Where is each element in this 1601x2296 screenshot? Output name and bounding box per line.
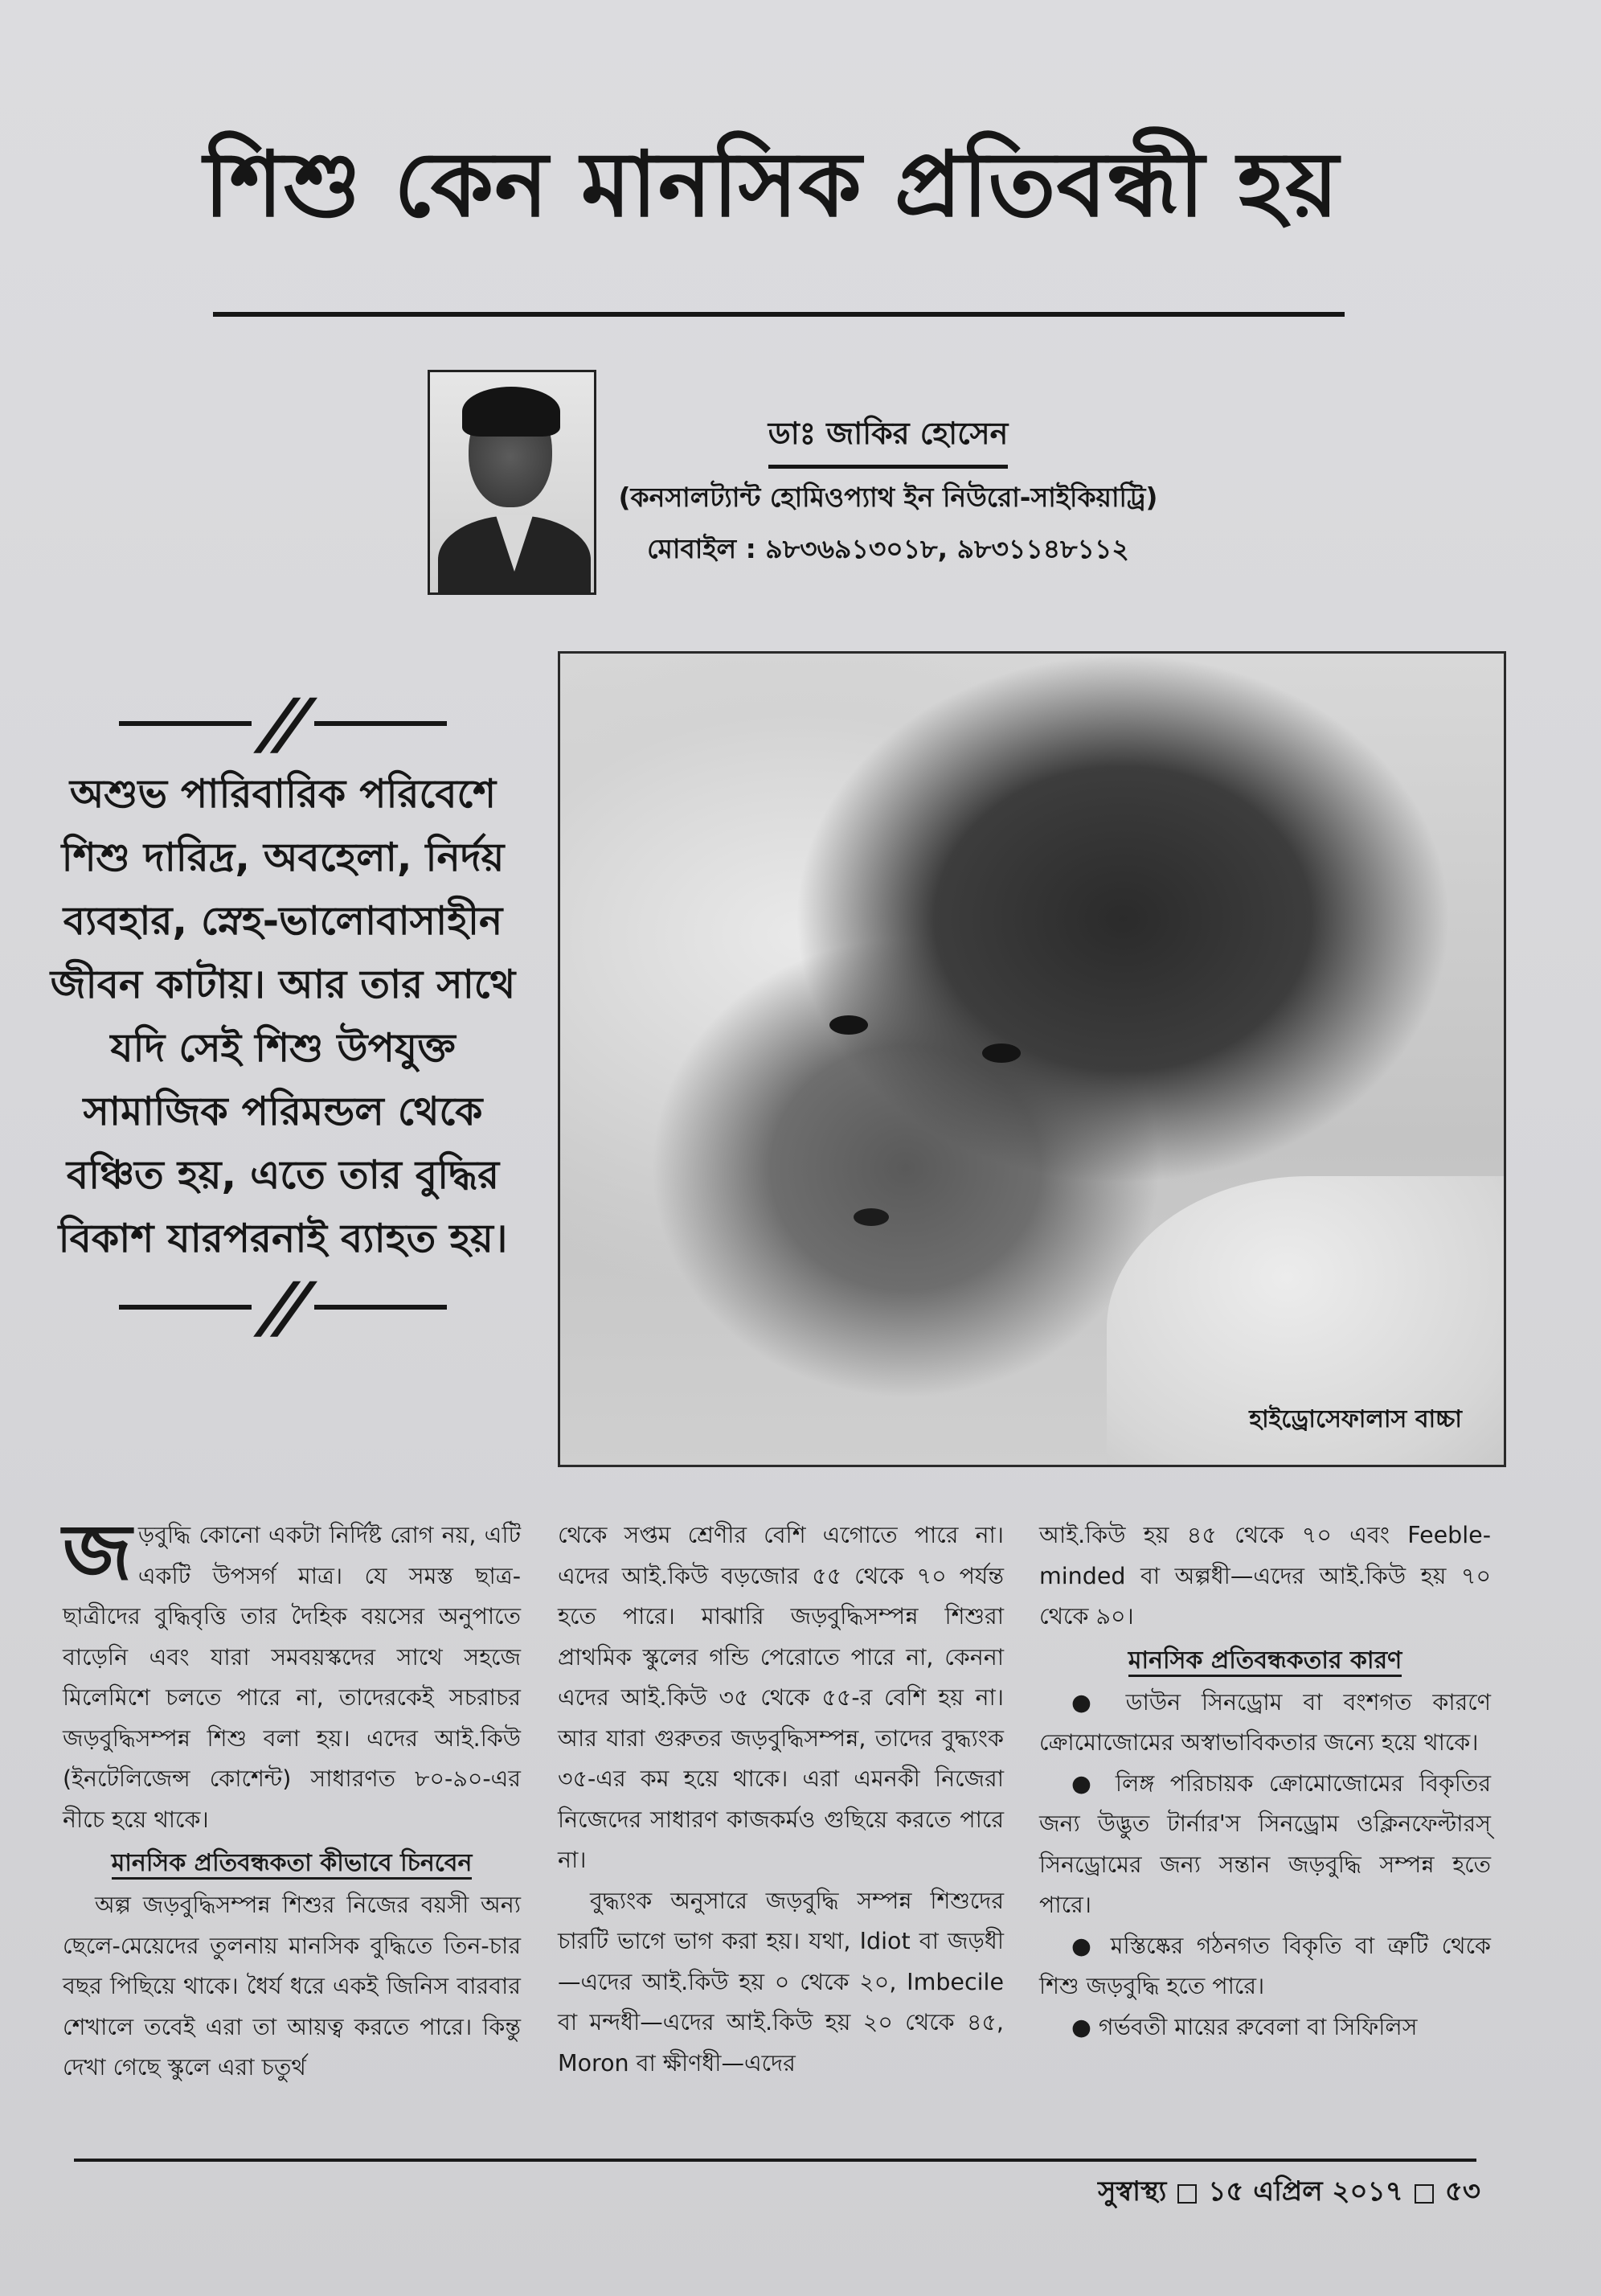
body-paragraph-1 [63,1507,521,1840]
body-paragraph-2-part-1: অল্প জড়বুদ্ধিসম্পন্ন শিশুর নিজের বয়সী অন্য ছেলে-মেয়েদের তুলনায় মানসিক বুদ্ধিতে তিন-চার বছর পিছিয়ে থাকে। ধৈর্য ধরে একই জিনিস বারবার শেখালে তবেই এরা তা আয়ত্ব করতে পারে। কিন্তু দেখা গেছে স্কুলে এরা চতুর্থ [63,1892,521,2081]
divider-line [119,721,252,726]
page-number: ৫৩ [1444,2175,1480,2208]
square-separator-icon [1415,2184,1434,2204]
subhead-causes-text: মানসিক প্রতিবন্ধকতার কারণ [1128,1646,1402,1677]
headline-rule [213,312,1345,317]
quote-mark: // [257,684,309,763]
pull-quote-text: অশুভ পারিবারিক পরিবেশে শিশু দারিদ্র, অবহেলা, নির্দয় ব্যবহার, স্নেহ-ভালোবাসাহীন জীবন কাটায়। আর তার সাথে যদি সেই শিশু উপযুক্ত সামাজিক পরিমন্ডল থেকে বঞ্চিত হয়, এতে তার বুদ্ধির বিকাশ যারপরনাই ব্যাহত হয়। [50,771,516,1261]
pull-quote-top-divider [42,684,524,763]
cause-bullet: ● ডাউন সিনড্রোম বা বংশগত কারণে ক্রোমোজোমের অস্বাভাবিকতার জন্যে হয়ে থাকে। [1039,1688,1491,1756]
photo-mouth [854,1208,889,1226]
author-designation: (কনসালট্যান্ট হোমিওপ্যাথ ইন নিউরো-সাইকিয়াট্রি) [618,482,1158,513]
photo-eye-left [829,1015,868,1035]
body-column-2 [558,1515,1004,2084]
subhead-identify [63,1843,521,1884]
author-name: ডাঃ জাকির হোসেন [768,410,1009,469]
square-separator-icon [1177,2184,1197,2204]
footer-rule [74,2159,1476,2162]
issue-date: ১৫ এপ্রিল ২০১৭ [1208,2175,1403,2208]
subhead-identify-text: মানসিক প্রতিবন্ধকতা কীভাবে চিনবেন [112,1849,473,1880]
cause-bullet: ● মস্তিষ্কের গঠনগত বিকৃতি বা ত্রুটি থেকে শিশু জড়বুদ্ধি হতে পারে। [1039,1932,1491,1999]
divider-line [314,721,447,726]
byline [595,410,1181,573]
pull-quote-bottom-divider [42,1268,524,1347]
cause-bullet: ● লিঙ্গ পরিচায়ক ক্রোমোজোমের বিকৃতির জন্য উদ্ভুত টার্নার'স সিনড্রোম ওক্লিনফেল্টারস্ সিনড্রোমের জন্য সন্তান জড়বুদ্ধি সম্পন্ন হতে পারে। [1039,1769,1491,1918]
body-paragraph-1-text: ড়বুদ্ধি কোনো একটা নির্দিষ্ট রোগ নয়, এটি একটি উপসর্গ মাত্র। যে সমস্ত ছাত্র-ছাত্রীদের বুদ্ধিবৃত্তি তার দৈহিক বয়সের অনুপাতে বাড়েনি এবং যারা সমবয়স্কদের সাথে সহজে মিলেমিশে চলতে পারে না, তাদেরকেই সচরাচর জড়বুদ্ধিসম্পন্ন শিশু বলা হয়। এদের আই.কিউ (ইনটেলিজেন্স কোশেন্ট) সাধারণত ৮০-৯০-এর নীচে হয়ে থাকে। [63,1522,521,1833]
body-paragraph-2-part-2: থেকে সপ্তম শ্রেণীর বেশি এগোতে পারে না। এদের আই.কিউ বড়জোর ৫৫ থেকে ৭০ পর্যন্ত হতে পারে। মাঝারি জড়বুদ্ধিসম্পন্ন শিশুরা প্রাথমিক স্কুলের গন্ডি পেরোতে পারে না, কেননা এদের আই.কিউ ৩৫ থেকে ৫৫-র বেশি হয় না। আর যারা গুরুতর জড়বুদ্ধিসম্পন্ন, তাদের বুদ্ধ্যংক ৩৫-এর কম হয়ে থাকে। এরা এমনকী নিজেরা নিজেদের সাধারণ কাজকর্মও গুছিয়ে করতে পারে না। [558,1522,1004,1873]
body-column-1 [63,1507,521,2089]
author-phone: মোবাইল : ৯৮৩৬৯১৩০১৮, ৯৮৩১১৪৮১১২ [647,533,1129,564]
body-paragraph-3-part-1: বুদ্ধ্যংক অনুসারে জড়বুদ্ধি সম্পন্ন শিশুদের চারটি ভাগে ভাগ করা হয়। যথা, Idiot বা জড়ধী—এদের আই.কিউ হয় ০ থেকে ২০, Imbecile বা মন্দধী—এদের আই.কিউ হয় ২০ থেকে ৪৫, Moron বা ক্ষীণধী—এদের [558,1887,1004,2077]
author-photo-hair [462,387,560,437]
subhead-causes [1039,1641,1491,1681]
divider-line [119,1305,252,1310]
quote-mark: // [257,1268,309,1347]
pull-quote [42,684,524,1347]
author-photo [428,370,596,595]
photo-eye-right [982,1043,1021,1063]
photo-caption: হাইড্রোসেফালাস বাচ্চা [1249,1405,1462,1433]
body-column-3 [1039,1515,1491,2048]
cause-bullet: ● গর্ভবতী মায়ের রুবেলা বা সিফিলিস [1071,2013,1418,2040]
magazine-name: সুস্বাস্থ্য [1097,2175,1167,2208]
page-footer [1098,2171,1480,2216]
article-headline: শিশু কেন মানসিক প্রতিবন্ধী হয় [203,133,1340,237]
body-paragraph-3-part-2: আই.কিউ হয় ৪৫ থেকে ৭০ এবং Feeble-minded বা অল্পধী—এদের আই.কিউ হয় ৭০ থেকে ৯০। [1039,1522,1491,1630]
drop-cap: জ [63,1507,132,1597]
divider-line [314,1305,447,1310]
child-photo [558,651,1506,1467]
